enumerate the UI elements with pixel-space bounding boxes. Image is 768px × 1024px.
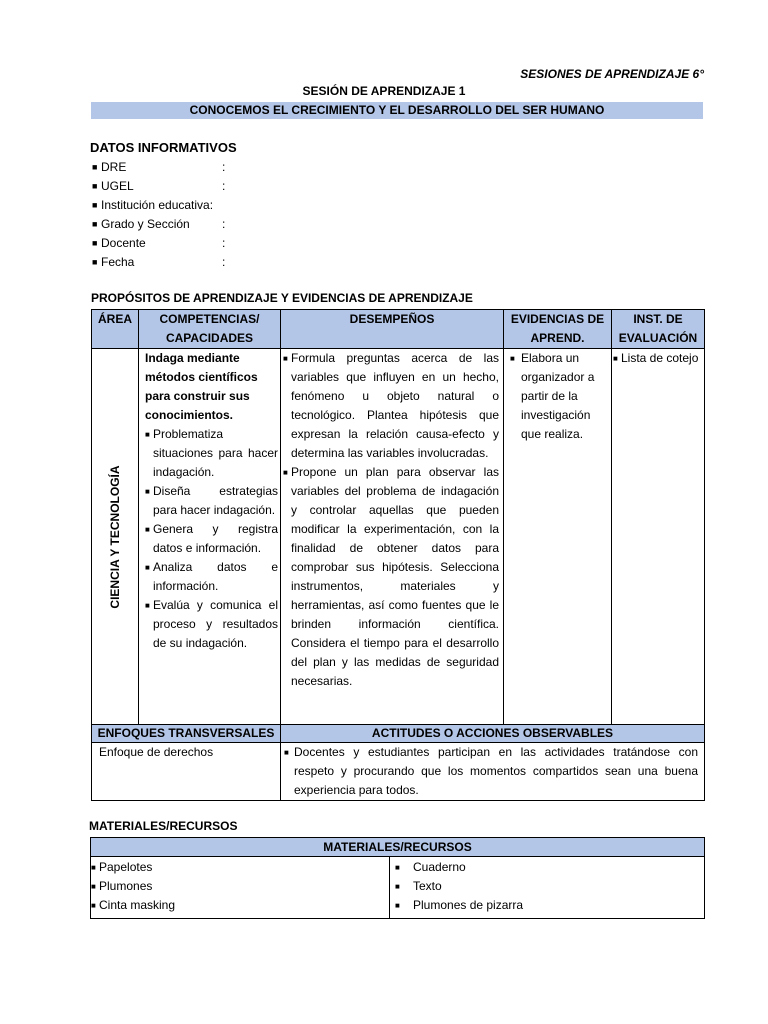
list-item: ■ Cinta masking bbox=[91, 896, 389, 915]
capacidad-item: ■ Evalúa y comunica el proceso y resultados de su indagación. bbox=[145, 596, 278, 653]
actitud-item: ■ Docentes y estudiantes participan en las actividades tratándose con respeto y procurando que los momentos compartidos sean una buena experiencia para todos. bbox=[284, 743, 698, 800]
session-title: SESIÓN DE APRENDIZAJE 1 bbox=[302, 84, 466, 98]
datos-item-docente bbox=[92, 234, 226, 253]
datos-label: DRE bbox=[101, 160, 127, 174]
bullet-icon: ■ bbox=[91, 901, 96, 910]
enfoque-cell bbox=[92, 743, 281, 801]
bullet-icon: ■ bbox=[92, 219, 98, 229]
bullet-icon: ■ bbox=[145, 487, 150, 496]
bullet-icon: ■ bbox=[145, 601, 150, 610]
bullet-icon: ■ bbox=[92, 162, 98, 172]
desempeno-item: ■ Propone un plan para observar las variables del problema de indagación y controlar aquellas que pueden modificar la experimentación, con la finalidad de obtener datos para comprobar sus hipótesis. Selecciona instrumentos, materiales y herramientas, así como fuentes que le brinden información científica. Considera el tiempo para el desarrollo del plan y las medidas de seguridad necesarias. bbox=[283, 463, 499, 691]
bullet-icon: ■ bbox=[92, 200, 98, 210]
col-desempenos-header: DESEMPEÑOS bbox=[281, 310, 504, 349]
capacidad-item: ■ Diseña estrategias para hacer indagación. bbox=[145, 482, 278, 520]
datos-item-dre bbox=[92, 158, 226, 177]
datos-item-ugel bbox=[92, 177, 226, 196]
col-area-header: ÁREA bbox=[92, 310, 139, 349]
bullet-icon: ■ bbox=[284, 748, 289, 757]
datos-item-grado bbox=[92, 215, 226, 234]
table-row bbox=[91, 857, 705, 919]
bullet-icon: ■ bbox=[395, 882, 400, 891]
materiales-heading: MATERIALES/RECURSOS bbox=[89, 819, 238, 833]
enfoques-header-row bbox=[92, 725, 705, 743]
datos-label: Docente bbox=[101, 236, 146, 250]
col-competencias-header: COMPETENCIAS/ CAPACIDADES bbox=[139, 310, 281, 349]
materiales-left-cell bbox=[91, 857, 390, 919]
materiales-header-row bbox=[91, 838, 705, 857]
propositos-table bbox=[91, 309, 705, 801]
evidencia-item: ■ Elabora un organizador a partir de la investigación que realiza. bbox=[510, 349, 607, 444]
datos-heading: DATOS INFORMATIVOS bbox=[90, 140, 237, 155]
datos-colon: : bbox=[222, 160, 226, 174]
bullet-icon: ■ bbox=[91, 882, 96, 891]
table-row bbox=[92, 349, 705, 725]
bullet-icon: ■ bbox=[92, 257, 98, 267]
materiales-table bbox=[90, 837, 705, 919]
bullet-icon: ■ bbox=[283, 468, 288, 477]
col-evidencias-header: EVIDENCIAS DE APREND. bbox=[504, 310, 612, 349]
capacidad-item: ■ Analiza datos e información. bbox=[145, 558, 278, 596]
series-title: SESIONES DE APRENDIZAJE 6° bbox=[520, 67, 704, 81]
bullet-icon: ■ bbox=[145, 563, 150, 572]
bullet-icon: ■ bbox=[145, 430, 150, 439]
capacidad-item: ■ Genera y registra datos e información. bbox=[145, 520, 278, 558]
datos-colon: : bbox=[222, 179, 226, 193]
bullet-icon: ■ bbox=[92, 238, 98, 248]
datos-label: Institución educativa: bbox=[101, 198, 214, 212]
materiales-table-header: MATERIALES/RECURSOS bbox=[91, 838, 705, 857]
list-item: ■ Plumones de pizarra bbox=[395, 896, 704, 915]
datos-label: Grado y Sección bbox=[101, 217, 190, 231]
datos-colon: : bbox=[222, 255, 226, 269]
competencia-title: Indaga mediante métodos científicos para construir sus conocimientos. bbox=[145, 351, 258, 422]
bullet-icon: ■ bbox=[613, 354, 618, 363]
table-header-row bbox=[92, 310, 705, 349]
enfoque-text: Enfoque de derechos bbox=[99, 745, 214, 759]
list-item: ■ Cuaderno bbox=[395, 858, 704, 877]
datos-colon: : bbox=[222, 236, 226, 250]
list-item: ■ Papelotes bbox=[91, 858, 389, 877]
bullet-icon: ■ bbox=[91, 863, 96, 872]
datos-list bbox=[92, 158, 226, 272]
datos-item-institucion bbox=[92, 196, 213, 215]
bullet-icon: ■ bbox=[395, 863, 400, 872]
bullet-icon: ■ bbox=[283, 354, 288, 363]
datos-label: UGEL bbox=[101, 179, 134, 193]
enfoques-header: ENFOQUES TRANSVERSALES bbox=[92, 725, 281, 743]
datos-label: Fecha bbox=[101, 255, 135, 269]
area-cell bbox=[92, 349, 139, 725]
bullet-icon: ■ bbox=[92, 181, 98, 191]
desempenos-cell bbox=[281, 349, 504, 725]
datos-item-fecha bbox=[92, 253, 226, 272]
actitud-cell bbox=[281, 743, 705, 801]
materiales-right-cell bbox=[390, 857, 705, 919]
area-label: CIENCIA Y TECNOLOGÍA bbox=[108, 464, 122, 609]
competencias-cell bbox=[139, 349, 281, 725]
actitudes-header: ACTITUDES O ACCIONES OBSERVABLES bbox=[281, 725, 705, 743]
capacidad-item: ■ Problematiza situaciones para hacer indagación. bbox=[145, 425, 278, 482]
propositos-heading: PROPÓSITOS DE APRENDIZAJE Y EVIDENCIAS DE APRENDIZAJE bbox=[91, 291, 473, 305]
instrumento-cell bbox=[612, 349, 705, 725]
evidencias-cell bbox=[504, 349, 612, 725]
list-item: ■ Plumones bbox=[91, 877, 389, 896]
instrumento-item: ■ Lista de cotejo bbox=[613, 349, 699, 368]
col-inst-header: INST. DE EVALUACIÓN bbox=[612, 310, 705, 349]
list-item: ■ Texto bbox=[395, 877, 704, 896]
table-row bbox=[92, 743, 705, 801]
bullet-icon: ■ bbox=[395, 901, 400, 910]
datos-colon: : bbox=[222, 217, 226, 231]
session-subtitle: CONOCEMOS EL CRECIMIENTO Y EL DESARROLLO DEL SER HUMANO bbox=[91, 102, 703, 119]
bullet-icon: ■ bbox=[510, 354, 515, 363]
bullet-icon: ■ bbox=[145, 525, 150, 534]
desempeno-item: ■ Formula preguntas acerca de las variables que influyen en un hecho, fenómeno u objeto natural o tecnológico. Plantea hipótesis que expresan la relación causa-efecto y determina las variables involucradas. bbox=[283, 349, 499, 463]
